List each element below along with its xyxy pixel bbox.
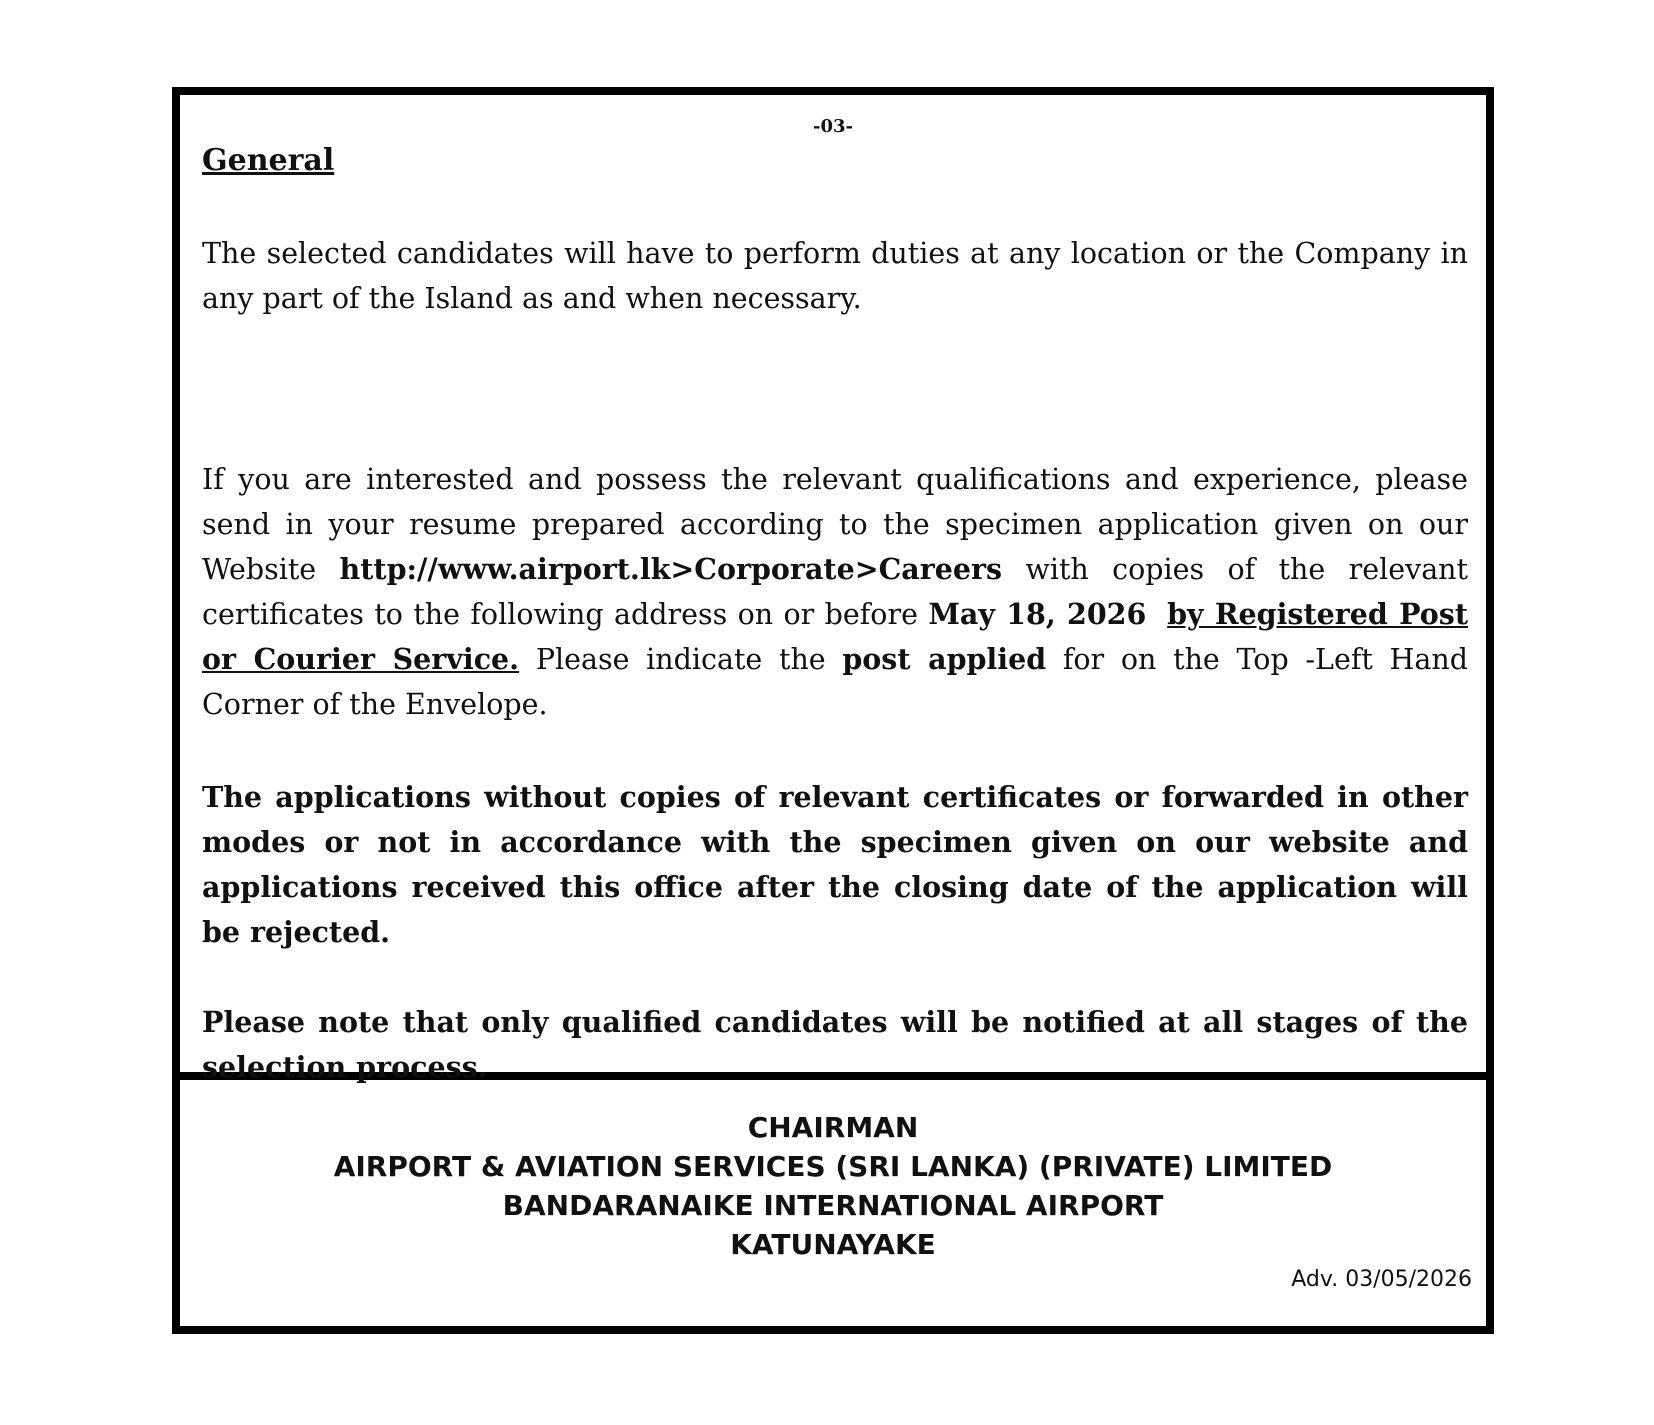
main-section xyxy=(180,95,1486,1084)
footer-section xyxy=(180,1080,1486,1326)
instructions-intro: If you are interested and possess the relevant qualifications and experience, please send in your resume prepared according to the specimen application given on our Website xyxy=(202,463,1468,586)
paragraph-notification-notice: Please note that only qualified candidates will be notified at all stages of the selection process. xyxy=(202,1005,1468,1084)
website-link-text: http://www.airport.lk>Corporate>Careers xyxy=(339,552,1003,586)
instructions-end: for on the Top -Left Hand Corner of the Envelope. xyxy=(202,643,1468,721)
paragraph-duties: The selected candidates will have to perform duties at any location or the Company in any part of the Island as and when necessary. xyxy=(202,237,1468,315)
footer-airport: BANDARANAIKE INTERNATIONAL AIRPORT xyxy=(502,1189,1164,1222)
delivery-method: by Registered Post or Courier Service. xyxy=(202,597,1468,676)
advertisement-reference: Adv. 03/05/2026 xyxy=(1291,1267,1472,1292)
document-frame xyxy=(172,87,1494,1334)
paragraph-rejection-notice: The applications without copies of relevant certificates or forwarded in other modes or not in accordance with the specimen given on our website and applications received this office after the closing date of the application will be rejected. xyxy=(202,780,1468,949)
post-applied-text: post applied xyxy=(842,642,1047,676)
footer-title: CHAIRMAN xyxy=(747,1111,919,1144)
footer-organization: AIRPORT & AVIATION SERVICES (SRI LANKA) (PRIVATE) LIMITED xyxy=(333,1150,1333,1183)
deadline-date: May 18, 2026 xyxy=(928,597,1147,631)
instructions-mid-2: Please indicate the xyxy=(519,643,843,676)
instructions-mid-1: with copies of the relevant certificates to the following address on or before xyxy=(202,553,1468,631)
section-heading: General xyxy=(202,143,335,178)
page-number: -03- xyxy=(813,116,853,137)
paragraph-application-instructions xyxy=(202,457,1468,727)
footer-location: KATUNAYAKE xyxy=(730,1228,936,1261)
